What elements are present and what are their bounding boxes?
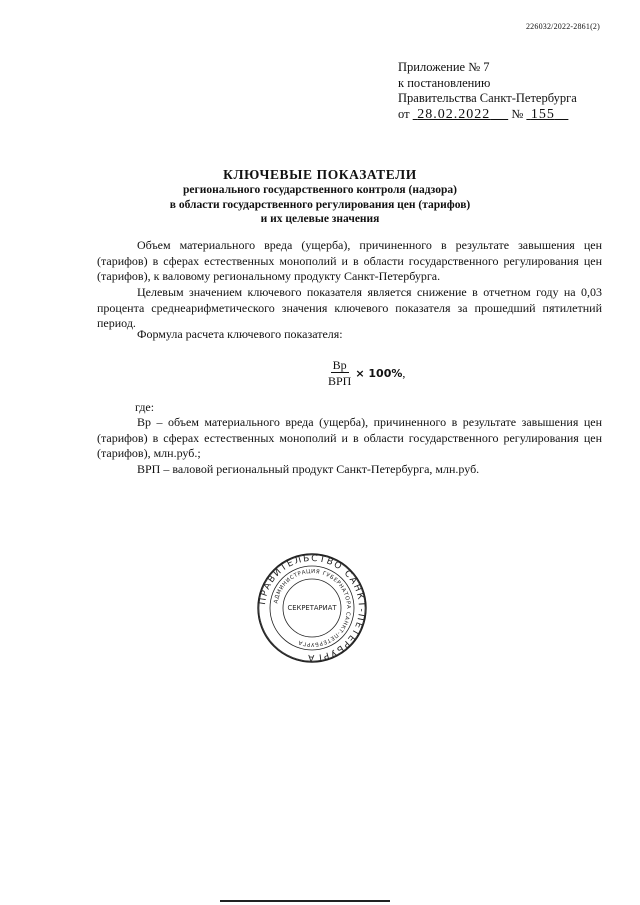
- title-line-4: и их целевые значения: [260, 213, 380, 225]
- paragraph-2: Целевым значением ключевого показателя является снижение в отчетном году на 0,03 процента среднеарифметического значения ключевого показателя за прошедший пятилетний период.: [97, 285, 602, 330]
- stamp-outer-text: ПРАВИТЕЛЬСТВО САНКТ-ПЕТЕРБУРГА: [257, 553, 367, 663]
- document-number: 226032/2022-2861(2): [525, 22, 600, 31]
- formula-multiplier: × 100%: [355, 366, 403, 380]
- title-line-2: регионального государственного контроля (надзора): [183, 184, 457, 196]
- formula: [328, 358, 405, 388]
- title-line-3: в области государственного регулирования цен (тарифов): [169, 198, 471, 211]
- formula-fraction: [328, 358, 351, 388]
- appendix-block: [398, 60, 577, 122]
- appendix-line-3: Правительства Санкт-Петербурга: [398, 91, 577, 105]
- paragraph-1: Объем материального вреда (ущерба), причиненного в результате завышения цен (тарифов) в сферах естественных монополий и в области государственного регулирования цен (тарифов), к валовому региональному продукту Санкт-Петербурга.: [97, 238, 602, 283]
- where-label: где:: [135, 400, 155, 414]
- document-title: [100, 166, 540, 227]
- decree-number: 155: [530, 106, 555, 122]
- number-prefix: №: [511, 106, 524, 121]
- formula-denominator: ВРП: [328, 374, 352, 388]
- appendix-line-1: Приложение № 7: [398, 60, 490, 74]
- stamp-center-text: СЕКРЕТАРИАТ: [287, 604, 337, 612]
- paragraph-3: Формула расчета ключевого показателя:: [137, 327, 343, 341]
- appendix-date-line: [398, 107, 577, 123]
- definition-1: Вр – объем материального вреда (ущерба), причиненного в результате завышения цен (тарифов) в сферах естественных монополий и в области государственного регулирования цен (тарифов), млн.руб.;: [97, 415, 602, 460]
- stamp-inner-text: АДМИНИСТРАЦИЯ ГУБЕРНАТОРА САНКТ-ПЕТЕРБУРГА: [273, 568, 352, 648]
- formula-numerator: Вр: [332, 358, 347, 372]
- from-prefix: от: [398, 106, 410, 121]
- appendix-line-2: к постановлению: [398, 75, 491, 90]
- definition-2: ВРП – валовой региональный продукт Санкт-Петербурга, млн.руб.: [137, 462, 480, 476]
- bottom-scan-line: [220, 900, 390, 902]
- decree-date: 28.02.2022: [417, 106, 491, 122]
- secretariat-stamp: [256, 552, 368, 664]
- formula-comma: ,: [402, 365, 406, 380]
- title-main: КЛЮЧЕВЫЕ ПОКАЗАТЕЛИ: [223, 167, 417, 182]
